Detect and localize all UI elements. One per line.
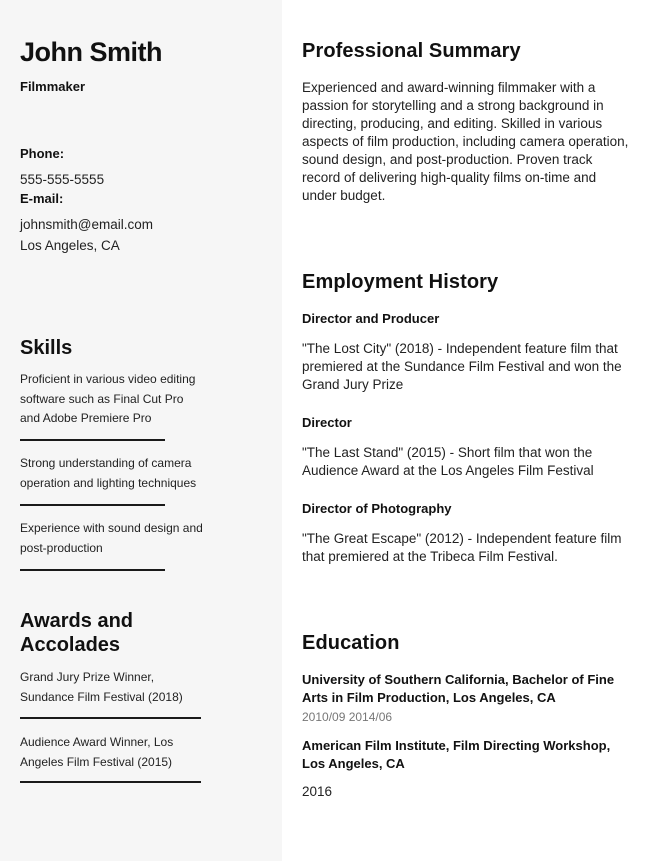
job-title: Director and Producer: [302, 311, 440, 326]
education-title: American Film Institute, Film Directing Workshop, Los Angeles, CA: [302, 738, 611, 771]
email-value[interactable]: johnsmith@email.com: [20, 217, 153, 232]
skills-heading: Skills: [20, 337, 73, 359]
job-title: Director: [302, 415, 352, 430]
phone-value: 555-555-5555: [20, 172, 105, 187]
summary-text: Experienced and award-winning filmmaker with a passion for storytelling and a strong background in directing, producing, and editing. Skilled in various aspects of film production, including camera operation, sound design, and post-production. Proven track record of delivering high-quality films on-time and under budget.: [302, 80, 629, 203]
summary-heading: Professional Summary: [302, 40, 521, 62]
education-dates: 2010/09 2014/06: [302, 710, 393, 724]
awards-heading: Awards and Accolades: [20, 610, 133, 656]
skill-divider: [20, 569, 165, 571]
email-label: E-mail:: [20, 191, 64, 206]
award-item: Audience Award Winner, Los Angeles Film Festival (2015): [20, 735, 174, 769]
job-description: "The Lost City" (2018) - Independent feature film that premiered at the Sundance Film Festival and won the Grand Jury Prize: [302, 341, 622, 392]
employment-heading: Employment History: [302, 271, 499, 293]
phone-label: Phone:: [20, 146, 65, 161]
main-content: [282, 0, 666, 861]
skill-item: Experience with sound design and post-production: [20, 521, 203, 555]
education-heading: Education: [302, 632, 400, 654]
location-value: Los Angeles, CA: [20, 238, 120, 253]
skill-divider: [20, 504, 165, 506]
candidate-name: John Smith: [20, 37, 162, 67]
skill-item: Proficient in various video editing software such as Final Cut Pro and Adobe Premiere Pro: [20, 372, 196, 425]
skill-divider: [20, 439, 165, 441]
award-item: Grand Jury Prize Winner, Sundance Film Festival (2018): [20, 670, 183, 704]
sidebar: [0, 0, 282, 861]
skill-item: Strong understanding of camera operation and lighting techniques: [20, 456, 197, 490]
job-description: "The Last Stand" (2015) - Short film that won the Audience Award at the Los Angeles Film Festival: [302, 445, 594, 478]
education-dates: 2016: [302, 784, 333, 799]
candidate-title: Filmmaker: [20, 79, 86, 94]
job-description: "The Great Escape" (2012) - Independent feature film that premiered at the Tribeca Film Festival.: [302, 531, 622, 564]
award-divider: [20, 781, 201, 783]
education-title: University of Southern California, Bachelor of Fine Arts in Film Production, Los Angeles, CA: [302, 672, 615, 705]
job-title: Director of Photography: [302, 501, 452, 516]
award-divider: [20, 717, 201, 719]
